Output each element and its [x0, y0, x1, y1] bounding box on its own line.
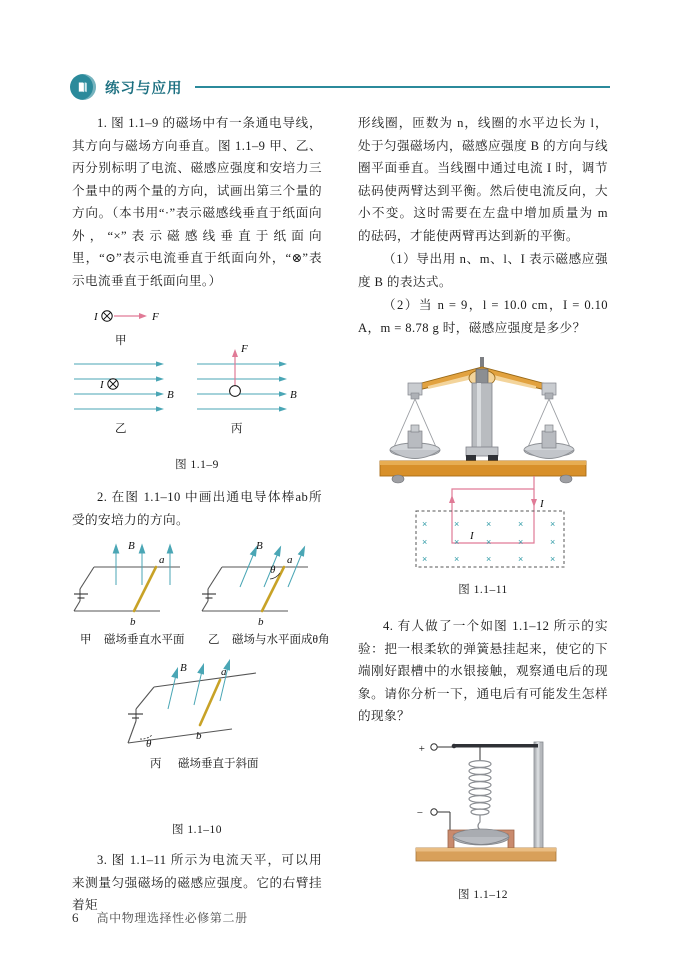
svg-text:θ: θ — [270, 564, 276, 576]
svg-text:×: × — [486, 519, 492, 529]
figure-1-1-9 — [72, 302, 322, 472]
spring-coil — [469, 760, 491, 814]
svg-text:B: B — [128, 540, 135, 552]
fig1110-sub-c — [128, 661, 259, 771]
current-into-page-icon — [108, 379, 118, 389]
spring-mercury-apparatus — [416, 742, 556, 861]
svg-text:磁场与水平面成θ角: 磁场与水平面成θ角 — [232, 634, 330, 646]
svg-text:θ: θ — [146, 738, 152, 750]
book-icon — [70, 74, 96, 100]
svg-text:甲: 甲 — [115, 335, 127, 347]
current-label-I: I — [540, 498, 544, 510]
svg-text:乙: 乙 — [208, 634, 220, 646]
svg-text:×: × — [550, 554, 556, 564]
svg-text:×: × — [518, 519, 524, 529]
figure-1-1-9-caption: 图 1.1–9 — [175, 459, 219, 471]
current-arrow-down — [531, 499, 537, 507]
svg-text:B: B — [180, 662, 187, 674]
question-2-text: 2. 在图 1.1–10 中画出通电导体棒ab所受的安培力的方向。 — [72, 490, 322, 527]
svg-text:×: × — [550, 537, 556, 547]
figure-1-1-12-caption: 图 1.1–12 — [458, 888, 508, 901]
svg-text:×: × — [422, 537, 428, 547]
svg-text:a: a — [287, 554, 293, 566]
svg-text:磁场垂直水平面: 磁场垂直水平面 — [104, 634, 185, 646]
circuit-wires — [452, 476, 534, 543]
svg-text:×: × — [486, 537, 492, 547]
section-title: 练习与应用 — [105, 80, 183, 97]
svg-text:×: × — [454, 519, 460, 529]
svg-text:丙: 丙 — [150, 758, 162, 770]
figure-1-1-11-caption: 图 1.1–11 — [458, 584, 508, 596]
svg-text:b: b — [196, 730, 202, 742]
current-balance-apparatus — [380, 357, 586, 483]
question-3-text: 3. 图 1.1–11 所示为电流天平，可以用来测量匀强磁场的磁感应强度。它的右臂挂着矩 — [72, 853, 322, 912]
current-arrow-up — [449, 495, 455, 503]
fig119-sub-c — [197, 343, 297, 435]
positive-terminal-label: + — [418, 742, 426, 755]
svg-text:甲: 甲 — [80, 634, 92, 646]
svg-text:B: B — [256, 540, 263, 552]
svg-text:a: a — [221, 666, 227, 678]
coil-label-I: I — [470, 530, 474, 542]
svg-text:F: F — [241, 343, 248, 355]
svg-text:×: × — [518, 554, 524, 564]
question-3-part-2: （2）当 n = 9，l = 10.0 cm，I = 0.10 A，m = 8.78 g 时，磁感应强度是多少？ — [358, 298, 608, 335]
svg-text:B: B — [290, 389, 297, 401]
svg-text:×: × — [422, 554, 428, 564]
svg-text:×: × — [454, 537, 460, 547]
field-into-page-symbols — [422, 519, 555, 564]
svg-text:b: b — [258, 616, 264, 628]
fig119-sub-a — [93, 311, 159, 347]
svg-text:a: a — [159, 554, 165, 566]
question-1-text: 1. 图 1.1–9 的磁场中有一条通电导线，其方向与磁场方向垂直。图 1.1–9 甲、乙、丙分别标明了电流、磁感应强度和安培力三个量中的两个量的方向，试画出第三个量的方向。（本书用“·”表示磁感线垂直于纸面向外，“×”表示磁感线垂直于纸面向里，“⊙”表示电流垂直于纸面向外，“⊗”表示电流垂直于纸面向里。） — [72, 116, 322, 288]
svg-text:×: × — [486, 554, 492, 564]
svg-text:I: I — [100, 379, 104, 391]
fig1110-sub-b — [202, 540, 330, 646]
svg-text:×: × — [518, 537, 524, 547]
page-number: 6 — [72, 910, 79, 925]
current-out-of-page-icon — [230, 386, 241, 397]
svg-text:I: I — [94, 311, 98, 323]
page-footer — [72, 909, 248, 926]
current-into-page-icon — [102, 311, 112, 321]
section-header — [70, 72, 610, 102]
svg-text:×: × — [422, 519, 428, 529]
svg-text:F: F — [152, 311, 159, 323]
svg-text:×: × — [454, 554, 460, 564]
svg-text:×: × — [550, 519, 556, 529]
question-3-part-1: （1）导出用 n、m、l、I 表示磁感应强度 B 的表达式。 — [358, 252, 608, 289]
figure-1-1-11 — [358, 355, 608, 597]
header-rule — [195, 86, 611, 88]
right-column — [358, 112, 608, 902]
left-column — [72, 112, 330, 918]
figure-1-1-10 — [72, 539, 330, 837]
svg-text:乙: 乙 — [115, 423, 127, 435]
book-title: 高中物理选择性必修第二册 — [96, 911, 248, 925]
figure-1-1-12 — [358, 742, 608, 902]
question-3-continuation: 形线圈，匝数为 n，线圈的水平边长为 l，处于匀强磁场内，磁感应强度 B 的方向与线圈平面垂直。当线圈中通过电流 I 时，调节砝码使两臂达到平衡。然后使电流反向，大小不变。这时需要在左盘中增加质量为 m 的砝码，才能使两臂再达到新的平衡。 — [358, 116, 608, 243]
figure-1-1-10-caption: 图 1.1–10 — [172, 824, 222, 836]
svg-text:磁场垂直于斜面: 磁场垂直于斜面 — [178, 758, 259, 770]
svg-text:b: b — [130, 616, 136, 628]
question-4-text: 4. 有人做了一个如图 1.1–12 所示的实验：把一根柔软的弹簧悬挂起来，使它的下端刚好跟槽中的水银接触，观察通电后的现象。请你分析一下，通电后有可能发生怎样的现象？ — [358, 619, 608, 723]
fig1110-sub-a — [74, 540, 185, 646]
negative-terminal-label: − — [416, 806, 424, 819]
svg-text:B: B — [167, 389, 174, 401]
fig119-sub-b — [74, 361, 174, 435]
svg-text:丙: 丙 — [231, 423, 243, 435]
